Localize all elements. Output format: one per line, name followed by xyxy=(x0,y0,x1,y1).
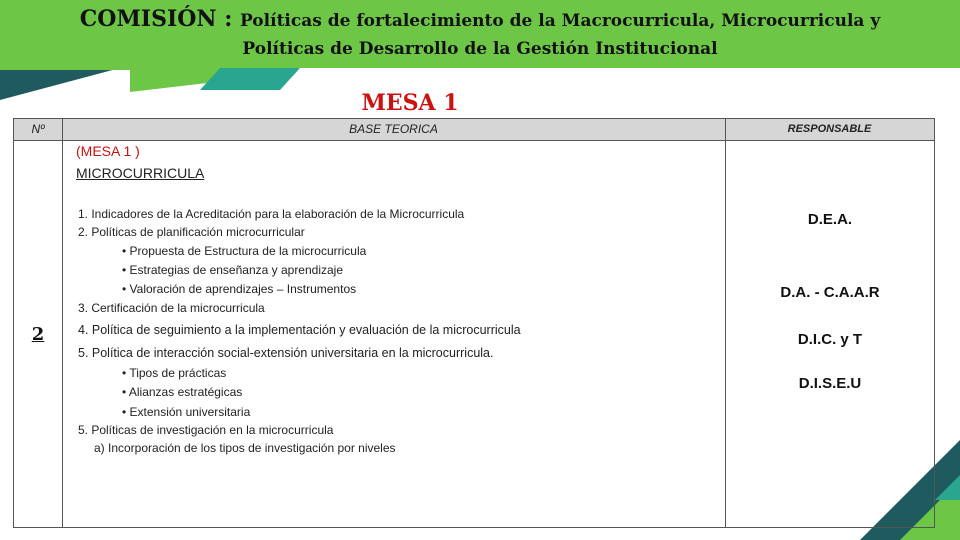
title-line2: Políticas de Desarrollo de la Gestión Institucional xyxy=(242,39,718,59)
section-title: MICROCURRICULA xyxy=(76,165,205,181)
mesa-label: (MESA 1 ) xyxy=(76,143,140,159)
title-line1: Políticas de fortalecimiento de la Macrocurricula, Microcurricula y xyxy=(239,11,881,31)
page-title xyxy=(0,6,960,63)
list-item: 5. Políticas de investigación en la microcurricula xyxy=(78,423,334,437)
list-item: 2. Políticas de planificación microcurricular xyxy=(78,225,305,239)
responsable-item: D.A. - C.A.A.R xyxy=(780,284,880,301)
header-number: Nº xyxy=(31,122,45,136)
list-item: 4. Política de seguimiento a la implementación y evaluación de la microcurricula xyxy=(78,323,521,337)
list-item: • Alianzas estratégicas xyxy=(122,385,243,399)
list-item: • Tipos de prácticas xyxy=(122,366,227,380)
content-table xyxy=(13,118,935,528)
column-divider xyxy=(62,119,63,527)
list-item: 5. Política de interacción social-extensión universitaria en la microcurricula. xyxy=(78,346,494,360)
list-item: 3. Certificación de la microcurricula xyxy=(78,301,265,315)
mesa-heading: MESA 1 xyxy=(361,90,459,116)
list-item: • Extensión universitaria xyxy=(122,405,251,419)
column-divider xyxy=(725,119,726,527)
title-prefix: COMISIÓN : xyxy=(79,6,240,32)
header-base-teorica: BASE TEORICA xyxy=(349,122,438,136)
responsable-item: D.I.C. y T xyxy=(797,331,863,348)
list-item: • Propuesta de Estructura de la microcurricula xyxy=(122,244,367,258)
responsable-item: D.I.S.E.U xyxy=(798,375,862,392)
responsable-item: D.E.A. xyxy=(807,211,853,228)
table-header xyxy=(14,119,934,141)
list-item: a) Incorporación de los tipos de investigación por niveles xyxy=(94,441,396,455)
header-responsable: RESPONSABLE xyxy=(787,123,872,135)
list-item: 1. Indicadores de la Acreditación para la elaboración de la Microcurricula xyxy=(78,207,465,221)
list-item: • Valoración de aprendizajes – Instrumentos xyxy=(122,282,357,296)
row-number: 2 xyxy=(31,324,45,345)
list-item: • Estrategias de enseñanza y aprendizaje xyxy=(122,263,344,277)
